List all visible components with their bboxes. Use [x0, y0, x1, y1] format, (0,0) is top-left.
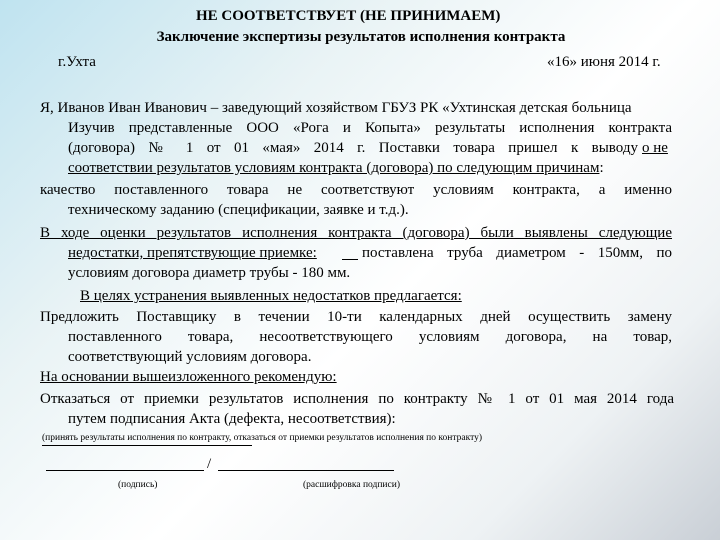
intro-line-4	[68, 159, 604, 178]
intro-line-4-colon: :	[599, 160, 604, 176]
defects-underline-gap	[342, 259, 358, 260]
signature-label: (подпись)	[118, 480, 158, 490]
document-date: «16» июня 2014 г.	[547, 54, 661, 70]
recommend-heading: На основании вышеизложенного рекомендую:	[40, 369, 337, 385]
intro-line-1: Я, Иванов Иван Иванович – заведующий хозяйством ГБУЗ РК «Ухтинская детская больница	[40, 100, 632, 116]
intro-line-4-conclusion: соответствии результатов условиям контракта (договора) по следующим причинам	[68, 160, 600, 176]
recommend-line-2: путем подписания Акта (дефекта, несоответствия):	[68, 411, 396, 427]
intro-line-3: (договора) № 1 от 01 «мая» 2014 г. Поставки товара пришел к выводу	[68, 140, 638, 156]
decision-note-underline	[42, 445, 252, 446]
signature-decoding-line[interactable]	[218, 470, 394, 471]
decision-note: (принять результаты исполнения по контракту, отказаться от приемки результатов исполнения по контракту)	[42, 433, 483, 443]
verdict-heading: НЕ СООТВЕТСТВУЕТ (НЕ ПРИНИМАЕМ)	[196, 8, 501, 24]
defects-line-3: условиям договора диаметр трубы - 180 мм.	[68, 265, 351, 281]
quality-line-2: техническому заданию (спецификации, заявке и т.д.).	[68, 202, 409, 218]
intro-line-3-conclusion: о не	[642, 140, 668, 156]
defects-line-1: В ходе оценки результатов исполнения контракта (договора) были выявлены следующие	[40, 225, 672, 241]
signature-separator: /	[207, 456, 212, 472]
defects-line-2-detail: поставлена труба диаметром - 150мм, по	[362, 245, 672, 261]
proposal-heading: В целях устранения выявленных недостатков предлагается:	[80, 288, 462, 304]
proposal-line-3: соответствующий условиям договора.	[68, 349, 312, 365]
signature-line[interactable]	[46, 470, 204, 471]
proposal-line-1: Предложить Поставщику в течении 10-ти календарных дней осуществить замену	[40, 309, 672, 325]
proposal-line-2: поставленного товара, несоответствующего условиям договора, на товар,	[68, 329, 672, 345]
quality-line-1: качество поставленного товара не соответствуют условиям контракта, а именно	[40, 182, 672, 198]
recommend-line-1: Отказаться от приемки результатов исполнения по контракту № 1 от 01 мая 2014 года	[40, 391, 674, 407]
city: г.Ухта	[58, 54, 96, 70]
signature-decoding-label: (расшифровка подписи)	[303, 480, 400, 490]
document-title: Заключение экспертизы результатов исполнения контракта	[156, 29, 566, 45]
defects-line-2-label: недостатки, препятствующие приемке:	[68, 245, 317, 261]
intro-line-2: Изучив представленные ООО «Рога и Копыта» результаты исполнения контракта	[68, 120, 672, 136]
